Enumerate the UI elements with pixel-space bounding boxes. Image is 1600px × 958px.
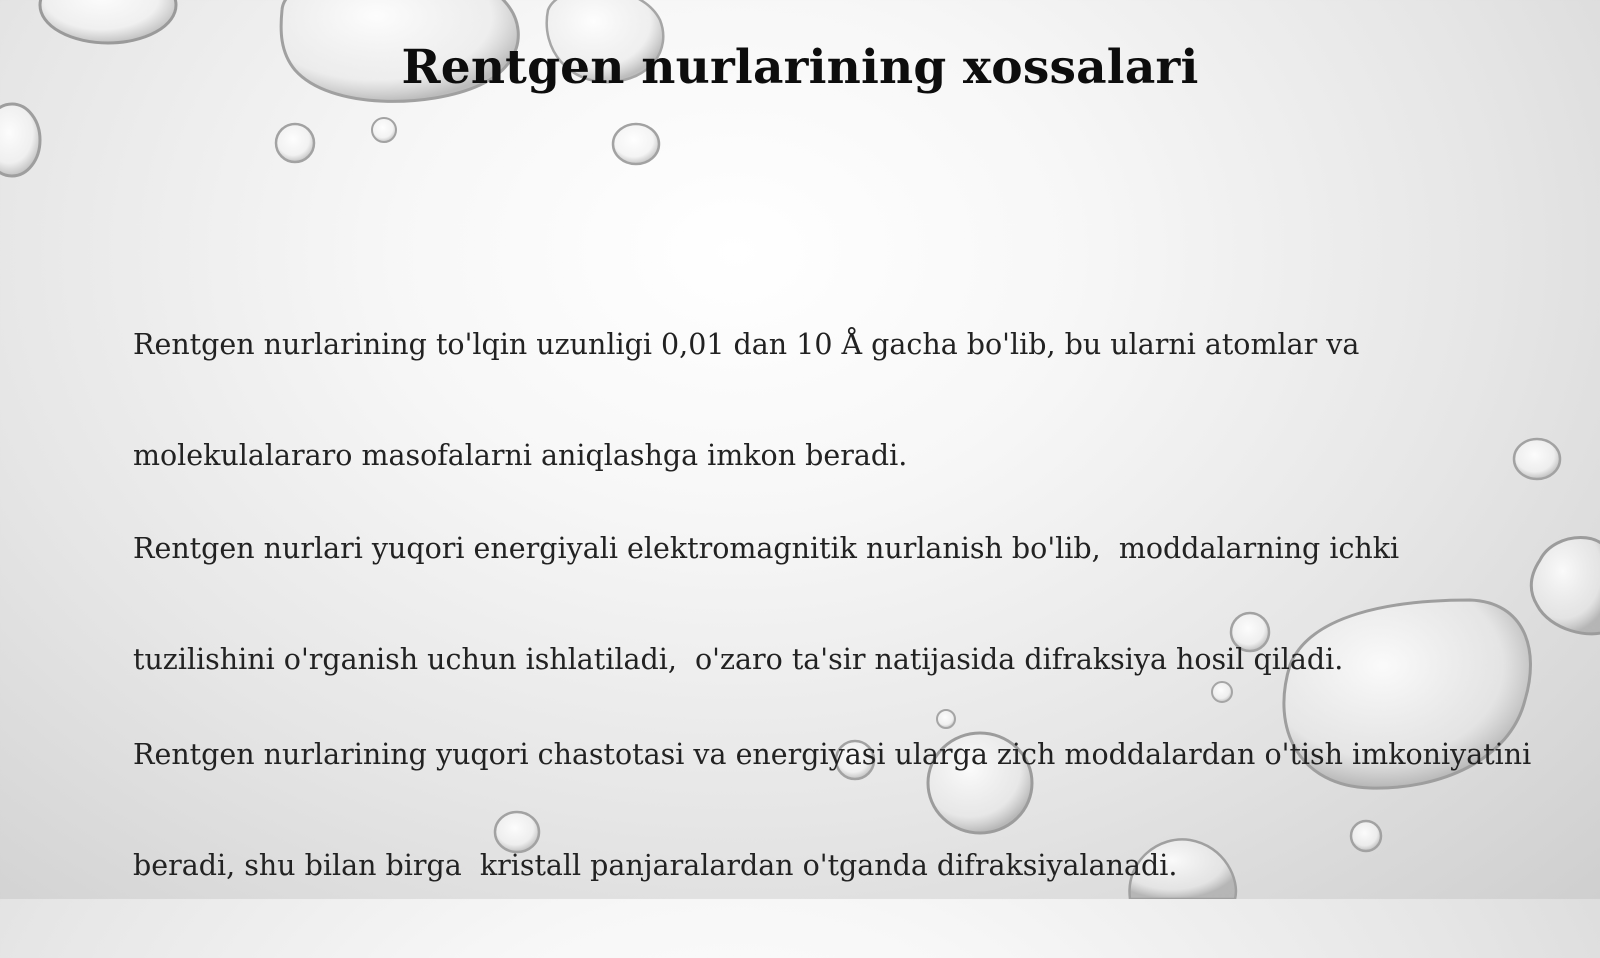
paragraph-line: Rentgen nurlarining yuqori chastotasi va energiyasi ularga zich moddalardan o'tish imkoniyatini	[133, 738, 1532, 771]
water-drop	[276, 124, 314, 162]
water-drop	[613, 124, 659, 164]
water-drop	[1531, 538, 1600, 634]
slide-title: Rentgen nurlarining xossalari	[401, 40, 1199, 95]
paragraph-penetration	[133, 662, 1533, 958]
water-drop	[372, 118, 396, 142]
paragraph-line: Rentgen nurlarining to'lqin uzunligi 0,01 dan 10 Å gacha bo'lib, bu ularni atomlar va	[133, 328, 1360, 361]
water-drop	[40, 0, 176, 43]
paragraph-line: beradi, shu bilan birga kristall panjaralardan o'tganda difraksiyalanadi.	[133, 849, 1178, 882]
water-drop	[0, 104, 40, 176]
paragraph-line: Rentgen nurlari yuqori energiyali elektromagnitik nurlanish bo'lib, moddalarning ichki	[133, 532, 1400, 565]
paragraph-line: tuzilishini o'rganish uchun ishlatiladi, o'zaro ta'sir natijasida difraksiya hosil qiladi.	[133, 643, 1344, 676]
paragraph-line: molekulalararo masofalarni aniqlashga imkon beradi.	[133, 439, 908, 472]
